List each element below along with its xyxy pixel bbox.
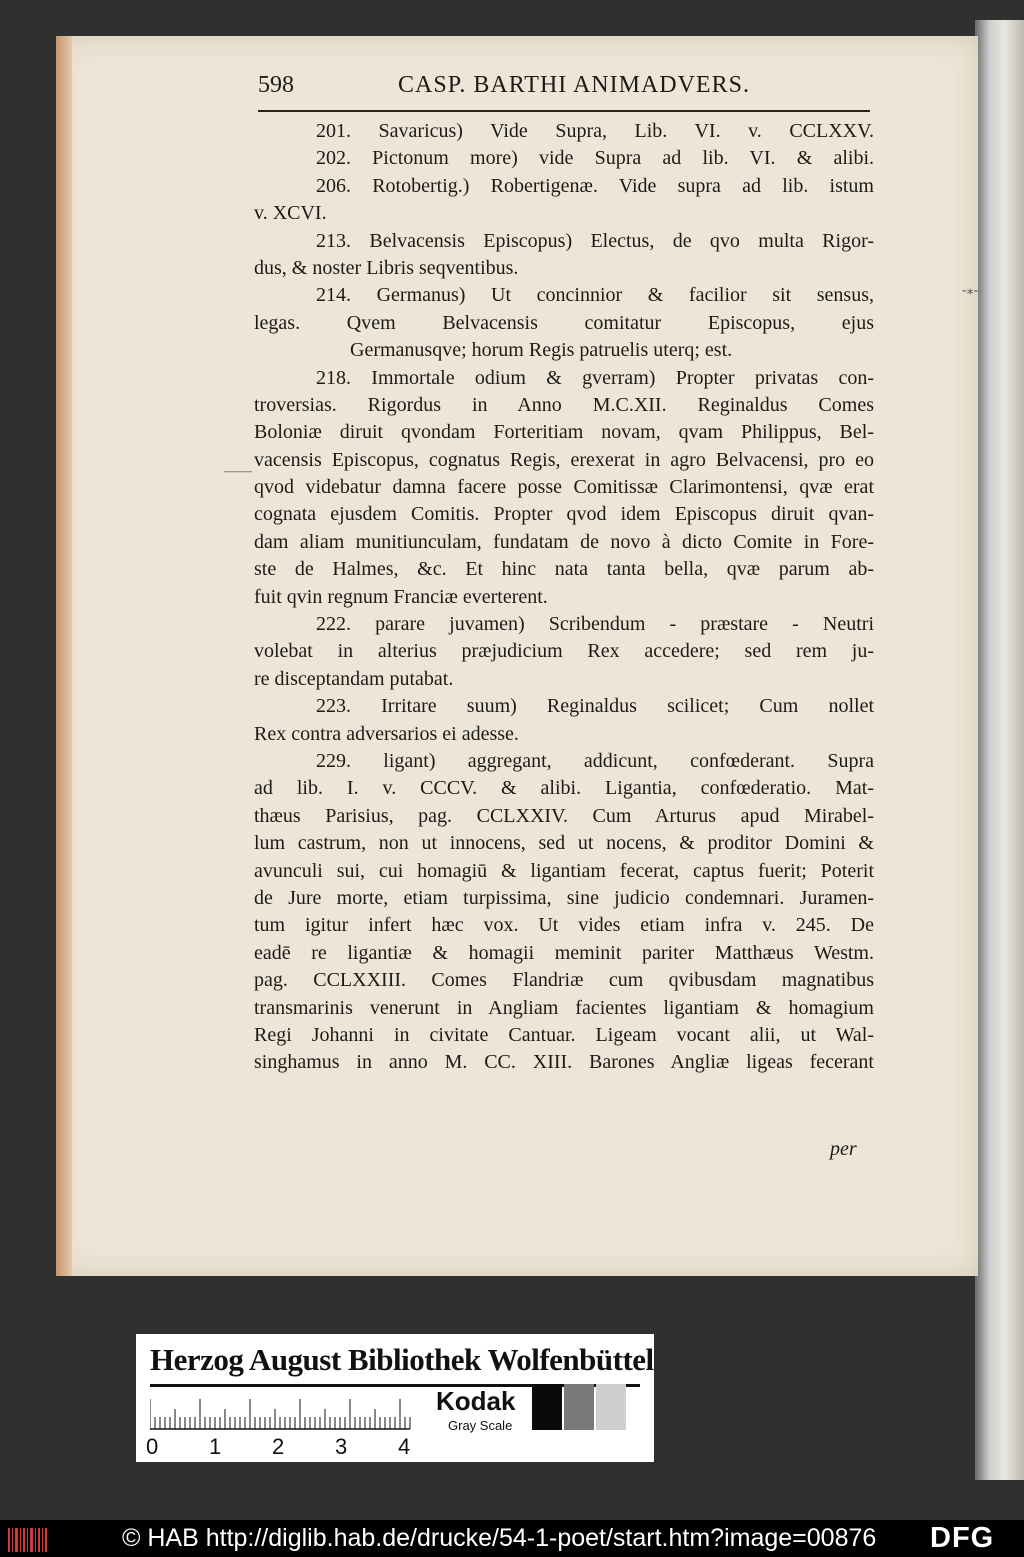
text-line: qvod videbatur damna facere posse Comitissæ Clarimontensi, qvæ erat [254, 476, 874, 499]
text-line: volebat in alterius præjudicium Rex accedere; sed rem ju- [254, 640, 874, 663]
footer-bar [0, 1520, 1024, 1557]
text-line: 201. Savaricus) Vide Supra, Lib. VI. v. CCLXXV. [316, 120, 874, 142]
dfg-logo: DFG [930, 1522, 995, 1554]
text-line: lum castrum, non ut innocens, sed ut nocens, & proditor Domini & [254, 832, 874, 855]
text-line: 223. Irritare suum) Reginaldus scilicet; Cum nollet [316, 695, 874, 718]
text-line: pag. CCLXXIII. Comes Flandriæ cum qvibusdam magnatibus [254, 969, 874, 992]
ruler-label: 3 [335, 1434, 348, 1459]
text-line: Rex contra adversarios ei adesse. [254, 722, 519, 745]
page-number: 598 [258, 72, 294, 98]
text-line: eadē re ligantiæ & homagii meminit pariter Matthæus Westm. [254, 941, 874, 964]
text-line: transmarinis venerunt in Angliam facientes ligantiam & homagium [254, 996, 874, 1019]
text-line: vacensis Episcopus, cognatus Regis, erexerat in agro Belvacensi, pro eo [254, 448, 874, 471]
text-line: v. XCVI. [254, 202, 327, 225]
text-line: dus, & noster Libris seqventibus. [254, 256, 519, 279]
gray-scale-label: Gray Scale [448, 1418, 513, 1433]
text-line: 206. Rotobertig.) Robertigenæ. Vide supra ad lib. istum [316, 174, 874, 197]
copyright-link[interactable]: © HAB http://diglib.hab.de/drucke/54-1-poet/start.htm?image=00876 [122, 1524, 877, 1552]
gray-swatch [532, 1384, 562, 1430]
text-line: 213. Belvacensis Episcopus) Electus, de qvo multa Rigor- [316, 229, 874, 252]
running-head: CASP. BARTHI ANIMADVERS. [398, 72, 750, 98]
page-text [254, 118, 874, 1077]
catchword: per [830, 1138, 857, 1160]
header-rule [258, 110, 870, 112]
text-line: 214. Germanus) Ut concinnior & facilior sit sensus, [316, 284, 874, 307]
text-line: Germanusqve; horum Regis patruelis uterq; est. [350, 339, 733, 362]
text-line: 222. parare juvamen) Scribendum - præstare - Neutri [316, 613, 874, 636]
text-line: troversias. Rigordus in Anno M.C.XII. Reginaldus Comes [254, 393, 874, 416]
margin-mark: —— [224, 464, 252, 479]
text-line: avunculi sui, cui homagiū & ligantiam fecerat, captus fuerit; Poterit [254, 859, 874, 882]
text-line: 202. Pictonum more) vide Supra ad lib. VI. & alibi. [316, 147, 874, 170]
text-line: 218. Immortale odium & gverram) Propter privatas con- [316, 366, 874, 389]
page-binding-edge [56, 36, 72, 1276]
adjacent-page-edge [975, 20, 1024, 1480]
text-line: singhamus in anno M. CC. XIII. Barones Angliæ ligeas fecerant [254, 1051, 874, 1074]
text-line: Regi Johanni in civitate Cantuar. Ligeam vocant alii, ut Wal- [254, 1023, 874, 1046]
text-line: re disceptandam putabat. [254, 667, 454, 690]
gray-swatch [596, 1384, 626, 1430]
margin-mark: -⁎- [962, 283, 979, 298]
barcode-icon [8, 1528, 48, 1552]
text-line: de Jure morte, etiam turpissima, sine judicio condemnari. Juramen- [254, 886, 874, 909]
text-line: thæus Parisius, pag. CCLXXIV. Cum Arturus apud Mirabel- [254, 804, 874, 827]
scale-ruler [150, 1391, 420, 1431]
text-line: cognata ejusdem Comitis. Propter qvod idem Episcopus diruit qvan- [254, 503, 874, 526]
text-line: 229. ligant) aggregant, addicunt, confœderant. Supra [316, 749, 874, 772]
gray-swatch [564, 1384, 594, 1430]
ruler-label: 2 [272, 1434, 285, 1459]
text-line: fuit qvin regnum Franciæ everterent. [254, 585, 548, 608]
color-reference-card [136, 1334, 654, 1462]
text-line: tum igitur infert hæc vox. Ut vides etiam infra v. 245. De [254, 914, 874, 937]
ruler-label: 1 [209, 1434, 222, 1459]
text-line: dam aliam munitiunculam, fundatam de novo à dicto Comite in Fore- [254, 530, 874, 553]
kodak-logo: Kodak [436, 1386, 516, 1416]
library-name: Herzog August Bibliothek Wolfenbüttel [150, 1342, 654, 1377]
ruler-label: 4 [398, 1434, 411, 1459]
text-line: legas. Qvem Belvacensis comitatur Episcopus, ejus [254, 311, 874, 334]
text-line: ste de Halmes, &c. Et hinc nata tanta bella, qvæ parum ab- [254, 558, 874, 581]
ruler-label: 0 [146, 1434, 159, 1459]
text-line: ad lib. I. v. CCCV. & alibi. Ligantia, confœderatio. Mat- [254, 777, 874, 800]
text-line: Boloniæ diruit qvondam Forteritiam novam, qvam Philippus, Bel- [254, 421, 874, 444]
